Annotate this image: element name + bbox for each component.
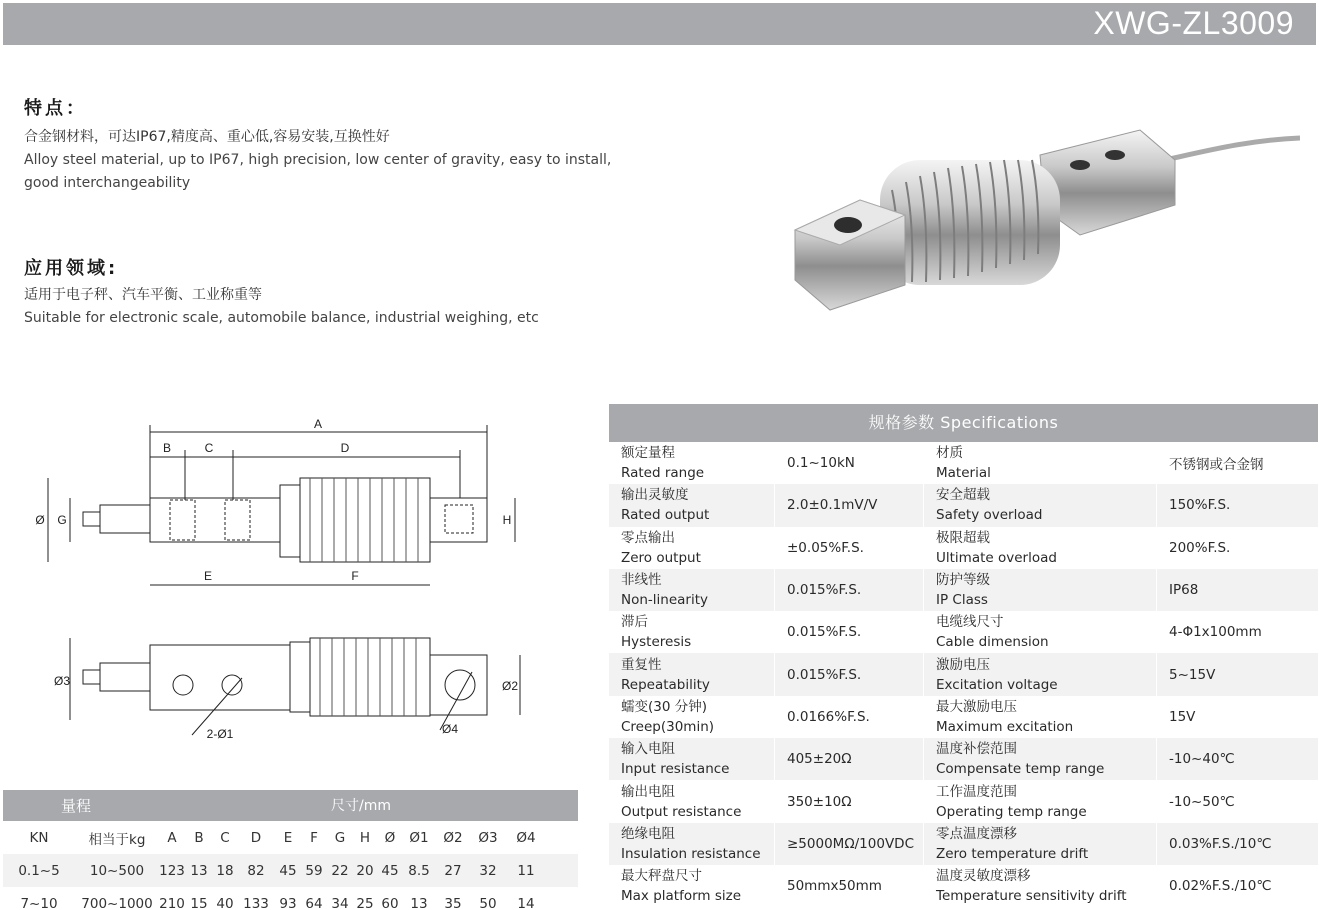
- param-name-cn: 额定量程: [621, 445, 675, 462]
- label-c: C: [204, 441, 214, 455]
- spec-row: [609, 653, 1318, 695]
- table-cell: 13: [190, 862, 208, 879]
- param-name-cn: 电缆线尺寸: [936, 614, 1004, 631]
- mount-hole: [1105, 150, 1125, 160]
- param-name-cn: 零点温度漂移: [936, 825, 1017, 842]
- param-name-cn: 输出电阻: [621, 783, 675, 800]
- param-value: 2.0±0.1mV/V: [775, 484, 924, 526]
- param-value: IP68: [1169, 582, 1199, 599]
- param-name-cn: 材质: [936, 445, 963, 462]
- spec-row: [609, 569, 1318, 611]
- table-cell: A: [167, 829, 177, 846]
- param-name-en: Operating temp range: [936, 803, 1087, 820]
- range-head: [3, 790, 578, 821]
- param-name-en: Safety overload: [936, 507, 1043, 524]
- table-cell: 210: [159, 895, 185, 910]
- table-cell: 32: [479, 862, 497, 879]
- param-name-cn: 输入电阻: [621, 741, 675, 758]
- dimension-drawing: [20, 410, 560, 750]
- right-block: [1040, 130, 1175, 235]
- hole-2: [222, 675, 242, 695]
- param-name: [924, 527, 1157, 569]
- table-cell: 40: [216, 895, 234, 910]
- table-cell: 8.5: [408, 862, 430, 879]
- param-name: [609, 484, 775, 526]
- table-cell: 0.1~5: [18, 862, 60, 879]
- param-name-cn: 温度灵敏度漂移: [936, 868, 1031, 885]
- param-name-en: Compensate temp range: [936, 761, 1105, 778]
- param-name: [924, 865, 1157, 907]
- table-cell: 93: [279, 895, 297, 910]
- param-name: [609, 780, 775, 822]
- range-head-right: 尺寸/mm: [331, 798, 391, 814]
- param-value: 5~15V: [1169, 666, 1216, 683]
- param-name-en: Repeatability: [621, 676, 710, 693]
- param-name-en: Output resistance: [621, 803, 742, 820]
- application-en: Suitable for electronic scale, automobile balance, industrial weighing, etc: [24, 310, 539, 326]
- table-cell: 22: [331, 862, 349, 879]
- features-title: 特点：: [24, 98, 87, 119]
- param-value: 0.015%F.S.: [775, 569, 924, 611]
- table-cell: 相当于kg: [88, 831, 146, 848]
- param-name-cn: 防护等级: [936, 572, 990, 589]
- label-b: B: [162, 441, 172, 455]
- param-name-en: IP Class: [936, 592, 988, 609]
- table-cell: 35: [444, 895, 462, 910]
- param-value: 0.1~10kN: [775, 442, 924, 484]
- model-title: XWG-ZL3009: [1093, 5, 1294, 41]
- range-head-left: 量程: [61, 797, 92, 815]
- table-row: [3, 854, 578, 887]
- table-cell: 25: [356, 895, 374, 910]
- table-row: [3, 821, 578, 854]
- param-value: 4-Φ1x100mm: [1169, 624, 1262, 641]
- param-name-cn: 激励电压: [936, 656, 990, 673]
- param-name-en: Cable dimension: [936, 634, 1049, 651]
- param-name: [924, 823, 1157, 865]
- table-cell: Ø: [384, 829, 396, 846]
- spec-row: [609, 780, 1318, 822]
- table-cell: B: [194, 829, 204, 846]
- table-cell: G: [334, 829, 346, 846]
- param-name: [924, 484, 1157, 526]
- param-value: ±0.05%F.S.: [775, 527, 924, 569]
- param-name: [609, 611, 775, 653]
- param-name: [924, 611, 1157, 653]
- table-cell: 7~10: [20, 895, 58, 910]
- table-cell: 15: [190, 895, 208, 910]
- table-cell: F: [310, 829, 318, 846]
- param-value: 15V: [1169, 708, 1196, 725]
- table-cell: 123: [159, 862, 185, 879]
- param-name: [924, 738, 1157, 780]
- bottom-left-body: [150, 645, 290, 710]
- param-name: [609, 569, 775, 611]
- param-value: -10~50℃: [1169, 793, 1235, 810]
- param-value: 405±20Ω: [775, 738, 924, 780]
- param-name: [609, 442, 775, 484]
- param-value: 0.02%F.S./10℃: [1169, 878, 1272, 895]
- label-phi3: Ø3: [53, 674, 71, 688]
- cable-line: [1165, 138, 1300, 160]
- right-body: [430, 498, 487, 542]
- param-name: [609, 865, 775, 907]
- features-cn: 合金钢材料，可达IP67,精度高、重心低,容易安装,互换性好: [24, 129, 390, 145]
- label-phi4: Ø4: [441, 722, 459, 736]
- param-name: [609, 527, 775, 569]
- param-name: [924, 696, 1157, 738]
- table-cell: 11: [517, 862, 535, 879]
- param-name-cn: 最大激励电压: [936, 698, 1017, 715]
- param-name-en: Max platform size: [621, 888, 742, 905]
- spec-row: [609, 865, 1318, 907]
- bellows-outline: [300, 478, 430, 562]
- spec-row: [609, 611, 1318, 653]
- param-name-en: Zero temperature drift: [936, 845, 1089, 862]
- spec-row: [609, 738, 1318, 780]
- table-cell: Ø4: [516, 829, 536, 846]
- param-name-en: Excitation voltage: [936, 676, 1058, 693]
- table-cell: 60: [381, 895, 399, 910]
- load-cell-photo: [780, 120, 1300, 320]
- label-phi: Ø: [35, 513, 45, 527]
- table-cell: KN: [29, 829, 49, 846]
- param-name: [609, 696, 775, 738]
- param-name: [924, 780, 1157, 822]
- table-cell: 50: [479, 895, 497, 910]
- features-en-1: Alloy steel material, up to IP67, high precision, low center of gravity, easy to install,: [24, 152, 612, 168]
- param-value: -10~40℃: [1169, 751, 1235, 768]
- table-cell: 27: [444, 862, 462, 879]
- hole-1: [173, 675, 193, 695]
- table-cell: 82: [247, 862, 265, 879]
- param-name-en: Insulation resistance: [621, 845, 761, 862]
- application-title: 应用领域:: [24, 258, 119, 279]
- table-cell: 18: [216, 862, 234, 879]
- application-cn: 适用于电子秤、汽车平衡、工业称重等: [24, 287, 262, 303]
- param-value: ≥5000MΩ/100VDC: [775, 823, 924, 865]
- table-cell: 64: [305, 895, 323, 910]
- table-cell: 59: [305, 862, 323, 879]
- param-value: 0.03%F.S./10℃: [1169, 835, 1272, 852]
- param-value: 0.015%F.S.: [775, 653, 924, 695]
- table-cell: 45: [279, 862, 297, 879]
- param-name-en: Hysteresis: [621, 634, 692, 651]
- features-text: [24, 126, 611, 195]
- param-name-cn: 非线性: [621, 572, 662, 589]
- param-value: 0.0166%F.S.: [775, 696, 924, 738]
- param-name-en: Input resistance: [621, 761, 730, 778]
- param-name-cn: 零点输出: [621, 529, 675, 546]
- table-cell: 13: [410, 895, 428, 910]
- param-value: 150%F.S.: [1169, 497, 1231, 514]
- table-cell: 20: [356, 862, 374, 879]
- label-hole: 2-Ø1: [206, 727, 234, 741]
- range-table: [3, 790, 578, 910]
- param-value: 50mmx50mm: [775, 865, 924, 907]
- table-row: [3, 887, 578, 910]
- connector: [100, 505, 150, 533]
- header-bar: [3, 3, 1316, 45]
- spec-row: [609, 696, 1318, 738]
- table-cell: 10~500: [89, 862, 145, 879]
- label-d: D: [340, 441, 350, 455]
- mount-hole: [834, 217, 862, 233]
- label-phi2: Ø2: [501, 679, 519, 693]
- param-name-cn: 温度补偿范围: [936, 741, 1017, 758]
- param-name-cn: 工作温度范围: [936, 783, 1017, 800]
- param-name: [609, 653, 775, 695]
- param-name-cn: 极限超载: [936, 529, 990, 546]
- table-cell: 133: [243, 895, 269, 910]
- table-cell: 45: [381, 862, 399, 879]
- param-name-en: Non-linearity: [621, 592, 709, 609]
- label-f: F: [351, 569, 359, 583]
- table-cell: E: [283, 829, 293, 846]
- application-text: [24, 284, 539, 330]
- param-name-cn: 安全超载: [936, 487, 990, 504]
- param-value: 不锈钢或合金钢: [1169, 457, 1264, 474]
- spec-table: [609, 404, 1318, 907]
- spec-row: [609, 527, 1318, 569]
- param-name: [924, 569, 1157, 611]
- spec-row: [609, 442, 1318, 484]
- spec-title: 规格参数 Specifications: [609, 404, 1318, 442]
- table-cell: 700~1000: [81, 895, 153, 910]
- param-name-en: Creep(30min): [621, 718, 715, 735]
- param-value: 200%F.S.: [1169, 539, 1231, 556]
- label-e: E: [203, 569, 213, 583]
- features-en-2: good interchangeability: [24, 175, 191, 191]
- param-name: [924, 442, 1157, 484]
- spec-row: [609, 823, 1318, 865]
- param-name: [609, 823, 775, 865]
- param-name-cn: 滞后: [621, 614, 648, 631]
- param-name-en: Rated output: [621, 507, 710, 524]
- param-name-en: Temperature sensitivity drift: [936, 888, 1127, 905]
- param-name-en: Zero output: [621, 549, 701, 566]
- table-cell: 34: [331, 895, 349, 910]
- param-name-en: Ultimate overload: [936, 549, 1057, 566]
- param-value: 0.015%F.S.: [775, 611, 924, 653]
- label-h: H: [502, 513, 512, 527]
- param-name-cn: 重复性: [621, 656, 662, 673]
- param-value: 350±10Ω: [775, 780, 924, 822]
- param-name-en: Material: [936, 465, 991, 482]
- table-cell: D: [250, 829, 262, 846]
- param-name-cn: 绝缘电阻: [621, 825, 675, 842]
- param-name-cn: 蠕变(30 分钟): [621, 698, 708, 715]
- param-name-cn: 输出灵敏度: [621, 487, 689, 504]
- param-name-cn: 最大秤盘尺寸: [621, 868, 702, 885]
- table-cell: 14: [517, 895, 535, 910]
- table-cell: Ø3: [478, 829, 498, 846]
- param-name: [924, 653, 1157, 695]
- table-cell: H: [359, 829, 371, 846]
- bellows: [880, 160, 1060, 285]
- param-name-en: Rated range: [621, 465, 705, 482]
- label-g: G: [57, 513, 67, 527]
- spec-row: [609, 484, 1318, 526]
- param-name-en: Maximum excitation: [936, 718, 1074, 735]
- table-cell: Ø1: [409, 829, 429, 846]
- param-name: [609, 738, 775, 780]
- label-a: A: [313, 417, 323, 431]
- mount-hole: [1070, 160, 1090, 170]
- table-cell: Ø2: [443, 829, 463, 846]
- table-cell: C: [220, 829, 230, 846]
